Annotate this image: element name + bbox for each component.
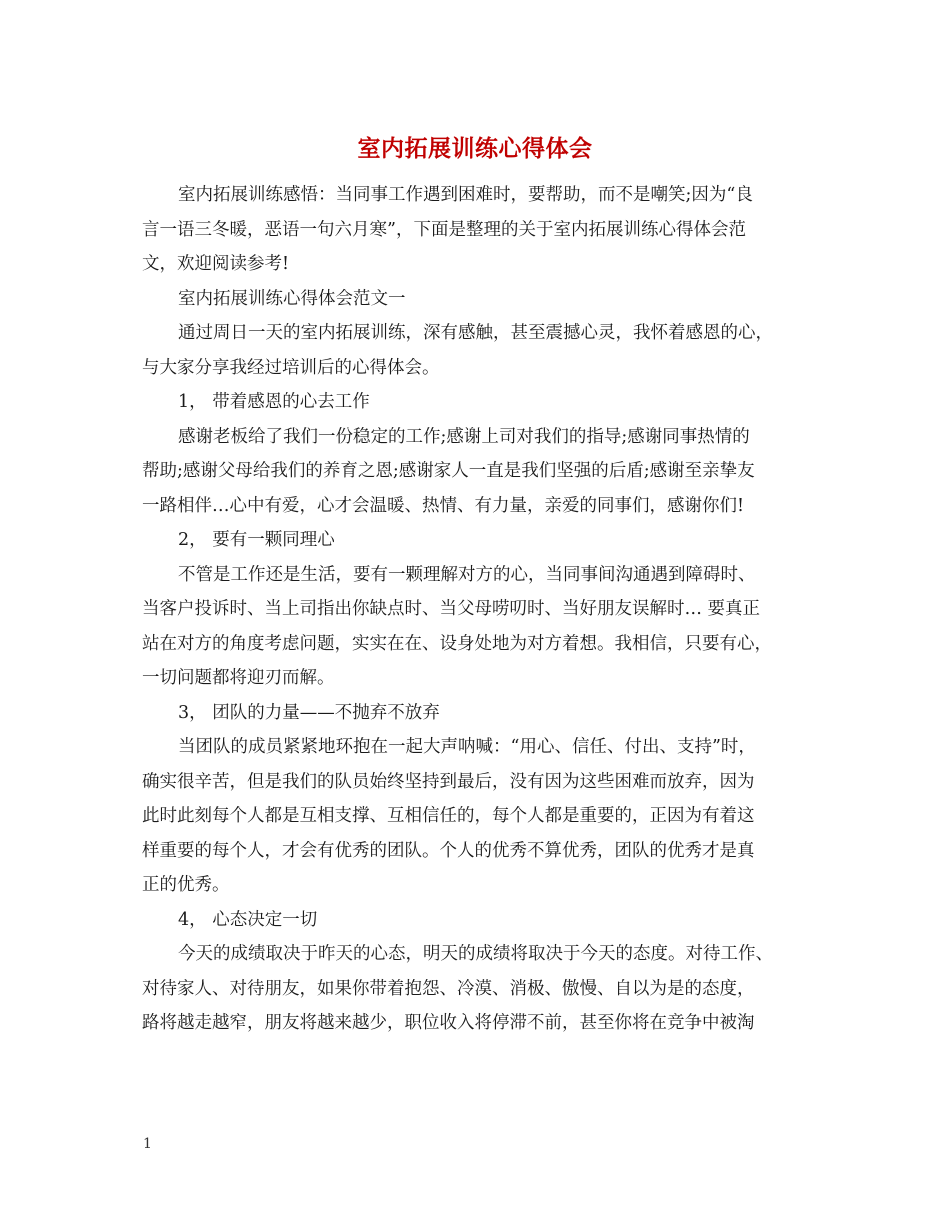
text-line: 通过周日一天的室内拓展训练，深有感触，甚至震撼心灵，我怀着感恩的心，: [178, 323, 773, 343]
text-line: 今天的成绩取决于昨天的心态，明天的成绩将取决于今天的态度。对待工作、: [178, 944, 773, 964]
numbered-heading: 3， 团队的力量——不抛弃不放弃: [178, 702, 440, 723]
text-line: 对待家人、对待朋友，如果你带着抱怨、冷漠、消极、傲慢、自以为是的态度，: [142, 978, 755, 999]
text-line: 正的优秀。: [142, 875, 230, 895]
text-line: 与大家分享我经过培训后的心得体会。: [142, 357, 440, 378]
section-heading: 室内拓展训练心得体会范文一: [178, 288, 406, 309]
text-line: 当客户投诉时、当上司指出你缺点时、当父母唠叨时、当好朋友误解时… 要真正: [142, 599, 761, 619]
numbered-heading: 2， 要有一颗同理心: [178, 530, 335, 550]
document-body: [142, 178, 832, 1041]
numbered-heading: 4， 心态决定一切: [178, 909, 318, 930]
text-line: 当团队的成员紧紧地环抱在一起大声呐喊：“用心、信任、付出、支持”时，: [178, 737, 756, 757]
text-line: 室内拓展训练感悟：当同事工作遇到困难时，要帮助，而不是嘲笑;因为“良: [178, 185, 753, 205]
numbered-heading: 1， 带着感恩的心去工作: [178, 392, 370, 412]
text-line: 文，欢迎阅读参考!: [142, 254, 290, 274]
text-line: 不管是工作还是生活，要有一颗理解对方的心，当同事间沟通遇到障碍时、: [178, 564, 756, 585]
text-line: 帮助;感谢父母给我们的养育之恩;感谢家人一直是我们坚强的后盾;感谢至亲挚友: [142, 461, 755, 481]
text-line: 此时此刻每个人都是互相支撑、互相信任的，每个人都是重要的，正因为有着这: [142, 806, 755, 826]
page-number: 1: [143, 1136, 152, 1152]
text-line: 确实很辛苦，但是我们的队员始终坚持到最后，没有因为这些困难而放弃，因为: [142, 771, 755, 792]
text-line: 言一语三冬暖，恶语一句六月寒”，下面是整理的关于室内拓展训练心得体会范: [142, 219, 746, 240]
text-line: 感谢老板给了我们一份稳定的工作;感谢上司对我们的指导;感谢同事热情的: [178, 426, 750, 447]
text-line: 样重要的每个人，才会有优秀的团队。个人的优秀不算优秀，团队的优秀才是真: [142, 840, 755, 861]
text-line: 一路相伴…心中有爱，心才会温暖、热情、有力量，亲爱的同事们，感谢你们!: [142, 495, 745, 516]
document-title: 室内拓展训练心得体会: [357, 135, 593, 162]
text-line: 站在对方的角度考虑问题，实实在在、设身处地为对方着想。我相信，只要有心，: [142, 633, 772, 654]
text-line: 一切问题都将迎刃而解。: [142, 668, 335, 688]
text-line: 路将越走越窄，朋友将越来越少，职位收入将停滞不前，甚至你将在竞争中被淘: [142, 1013, 755, 1033]
